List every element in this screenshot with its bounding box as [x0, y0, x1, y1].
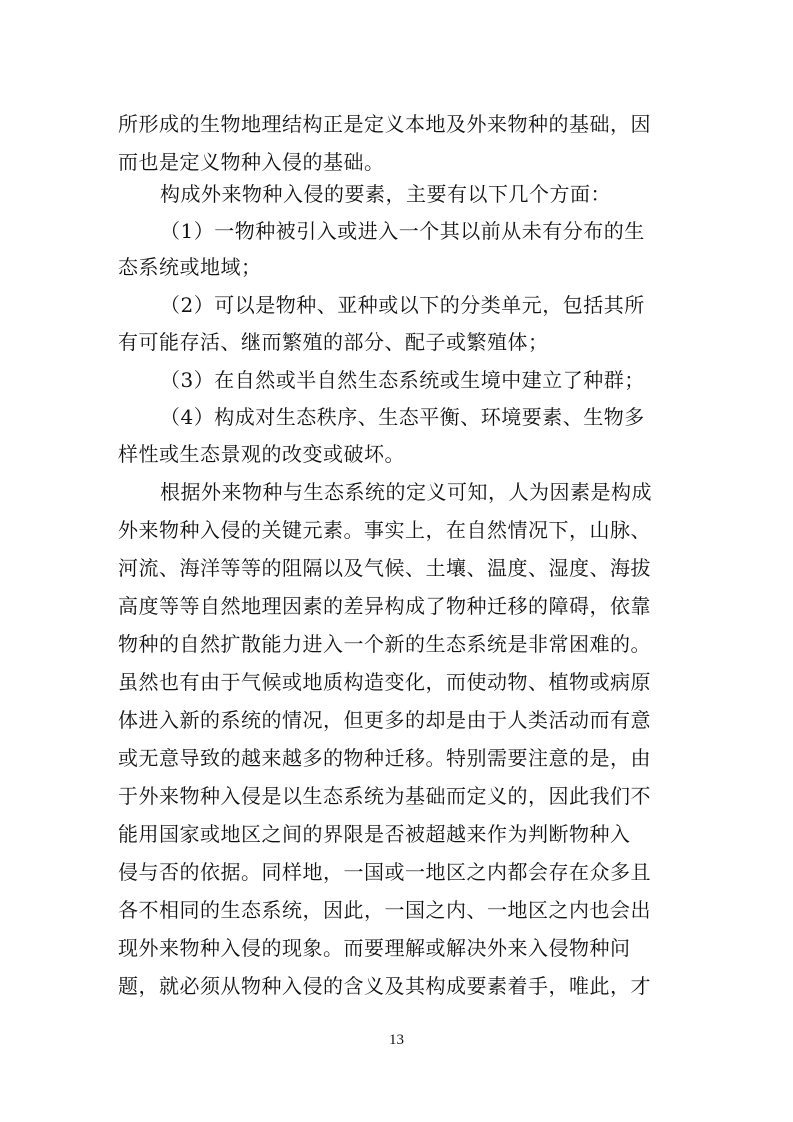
text-line: 体进入新的系统的情况，但更多的却是由于人类活动而有意 — [118, 708, 651, 732]
text-line: 侵与否的依据。同样地，一国或一地区之内都会存在众多且 — [118, 860, 651, 884]
text-line: 各不相同的生态系统，因此，一国之内、一地区之内也会出 — [118, 898, 651, 922]
paragraph-start-line: 构成外来物种入侵的要素，主要有以下几个方面： — [160, 182, 611, 206]
text-line: 河流、海洋等等的阻隔以及气候、土壤、温度、湿度、海拔 — [118, 556, 651, 580]
text-line: 题，就必须从物种入侵的含义及其构成要素着手，唯此，才 — [118, 974, 651, 998]
list-item-2-line: （2）可以是物种、亚种或以下的分类单元，包括其所 — [160, 293, 645, 317]
text-line: 物种的自然扩散能力进入一个新的生态系统是非常困难的。 — [118, 632, 651, 656]
list-item-3-line: （3）在自然或半自然生态系统或生境中建立了种群； — [160, 368, 645, 392]
text-line: 高度等等自然地理因素的差异构成了物种迁移的障碍，依靠 — [118, 594, 651, 618]
text-line: 或无意导致的越来越多的物种迁移。特别需要注意的是，由 — [118, 746, 651, 770]
text-line: 态系统或地域； — [118, 255, 262, 279]
text-line: 于外来物种入侵是以生态系统为基础而定义的，因此我们不 — [118, 784, 651, 808]
text-line: 所形成的生物地理结构正是定义本地及外来物种的基础，因 — [118, 112, 651, 136]
paragraph-start-line: 根据外来物种与生态系统的定义可知，人为因素是构成 — [160, 480, 652, 504]
text-line: 外来物种入侵的关键元素。事实上，在自然情况下，山脉、 — [118, 518, 651, 542]
text-line: 有可能存活、继而繁殖的部分、配子或繁殖体； — [118, 330, 549, 354]
text-line: 样性或生态景观的改变或破坏。 — [118, 442, 405, 466]
text-line: 而也是定义物种入侵的基础。 — [118, 150, 385, 174]
text-line: 能用国家或地区之间的界限是否被超越来作为判断物种入 — [118, 822, 631, 846]
text-line: 虽然也有由于气候或地质构造变化，而使动物、植物或病原 — [118, 670, 651, 694]
list-item-1-line: （1）一物种被引入或进入一个其以前从未有分布的生 — [160, 219, 645, 243]
list-item-4-line: （4）构成对生态秩序、生态平衡、环境要素、生物多 — [160, 405, 645, 429]
text-line: 现外来物种入侵的现象。而要理解或解决外来入侵物种问 — [118, 936, 631, 960]
page-number: 13 — [389, 1032, 404, 1048]
